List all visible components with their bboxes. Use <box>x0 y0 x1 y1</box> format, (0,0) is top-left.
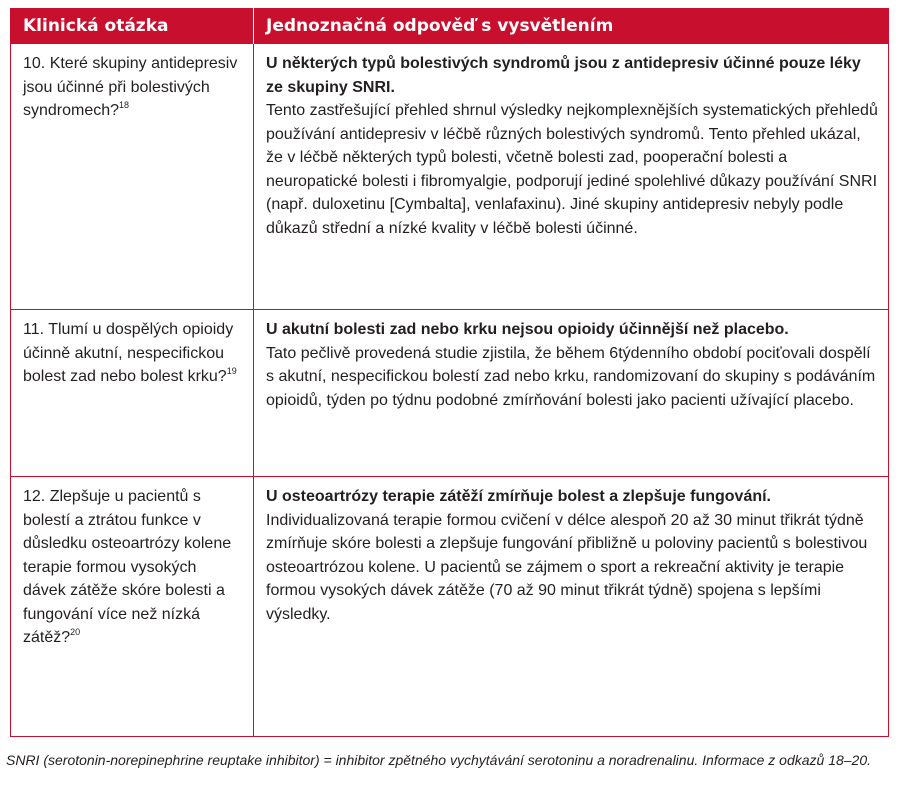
answer-cell <box>254 477 889 737</box>
table-row <box>11 310 889 477</box>
table-row <box>11 477 889 737</box>
question-cell <box>11 477 254 737</box>
question-text-wrap <box>23 52 243 123</box>
question-text-wrap <box>23 318 243 389</box>
reference-number: 19 <box>226 365 237 376</box>
question-text: 12. Zlepšuje u pacientů s bolestí a ztrátou funkce v důsledku osteoartrózy kolene terapie formou vysokých dávek zátěže skóre bolesti a fungování více než nízká zátěž? <box>23 488 232 646</box>
table-header-row <box>11 8 889 44</box>
header-clinical-question: Klinická otázka <box>11 8 254 44</box>
answer-title: U některých typů bolestivých syndromů jsou z antidepresiv účinné pouze léky ze skupiny SNRI. <box>266 55 861 96</box>
reference-number: 18 <box>119 99 130 110</box>
question-cell <box>11 310 254 477</box>
clinical-questions-table-wrapper <box>10 8 888 737</box>
reference-number: 20 <box>70 626 81 637</box>
answer-body: Tento zastřešující přehled shrnul výsledky nejkomplexnějších systematických přehledů používání antidepresiv v léčbě různých bolestivých syndromů. Tento přehled ukázal, že v léčbě některých typů bolesti, včetně bolesti zad, pooperační bolesti a neuropatické bolesti i fibromyalgie, podporují jediné spolehlivé důkazy používání SNRI (např. duloxetinu [Cymbalta], venlafaxinu). Jiné skupiny antidepresiv nebyly podle důkazů střední a nízké kvality v léčbě bolesti účinné. <box>266 102 878 237</box>
question-cell <box>11 44 254 310</box>
table-footnote: SNRI (serotonin-norepinephrine reuptake inhibitor) = inhibitor zpětného vychytávání serotoninu a noradrenalinu. Informace z odkazů 18–20. <box>6 752 872 768</box>
answer-cell <box>254 44 889 310</box>
header-answer: Jednoznačná odpověď s vysvětlením <box>254 8 889 44</box>
question-text-wrap <box>23 485 243 650</box>
table-row <box>11 44 889 310</box>
clinical-questions-table <box>10 8 889 737</box>
answer-title: U osteoartrózy terapie zátěží zmírňuje bolest a zlepšuje fungování. <box>266 488 771 505</box>
answer-title: U akutní bolesti zad nebo krku nejsou opioidy účinnější než placebo. <box>266 321 789 338</box>
question-text: 11. Tlumí u dospělých opioidy účinně akutní, nespecifickou bolest zad nebo bolest krku? <box>23 321 234 385</box>
answer-body: Individualizovaná terapie formou cvičení v délce alespoň 20 až 30 minut třikrát týdně zmírňuje skóre bolesti a zlepšuje fungování přibližně u poloviny pacientů s bolestivou osteoartrózou kolene. U pacientů se zájmem o sport a rekreační aktivity je terapie formou vysokých dávek zátěže (70 až 90 minut třikrát týdně) spojena s lepšími výsledky. <box>266 511 868 623</box>
answer-body: Tato pečlivě provedená studie zjistila, že během 6týdenního období pociťovali dospělí s akutní, nespecifickou bolestí zad nebo krku, randomizovaní do skupiny s podáváním opioidů, týden po týdnu podobné zmírňování bolesti jako pacienti užívající placebo. <box>266 344 876 409</box>
answer-cell <box>254 310 889 477</box>
question-text: 10. Které skupiny antidepresiv jsou účinné při bolestivých syndromech? <box>23 55 238 119</box>
